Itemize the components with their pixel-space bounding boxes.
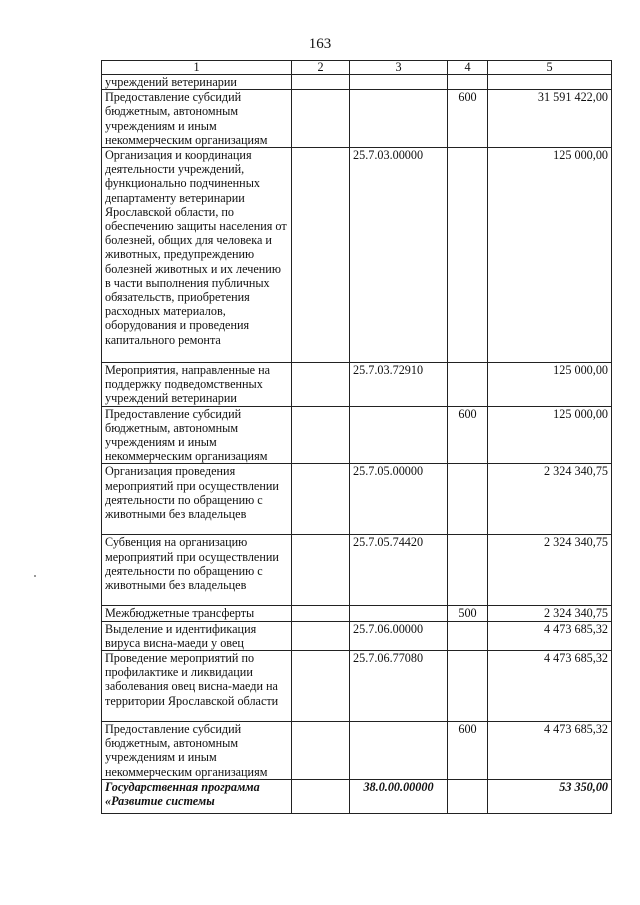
header-row (102, 61, 612, 75)
table-row (102, 651, 612, 722)
table-row (102, 75, 612, 90)
row-col2-cell (292, 535, 350, 606)
row-amount-cell: 125 000,00 (488, 406, 612, 464)
header-col-2: 2 (292, 61, 350, 75)
row-name-cell: Предоставление субсидий бюджетным, автономным учреждениям и иным некоммерческим организациям (102, 90, 292, 148)
row-group-cell (448, 148, 488, 363)
header-col-5: 5 (488, 61, 612, 75)
row-name-cell: Субвенция на организацию мероприятий при осуществлении деятельности по обращению с животными без владельцев (102, 535, 292, 606)
row-amount-cell: 4 473 685,32 (488, 722, 612, 780)
row-code-cell (350, 406, 448, 464)
header-col-3: 3 (350, 61, 448, 75)
row-name-cell: Предоставление субсидий бюджетным, автономным учреждениям и иным некоммерческим организациям (102, 722, 292, 780)
row-col2-cell (292, 90, 350, 148)
table-row (102, 621, 612, 650)
row-group-cell: 600 (448, 406, 488, 464)
table-row (102, 148, 612, 363)
row-group-cell (448, 651, 488, 722)
table-row (102, 406, 612, 464)
row-code-cell: 25.7.06.00000 (350, 621, 448, 650)
row-group-cell (448, 535, 488, 606)
row-code-cell: 25.7.06.77080 (350, 651, 448, 722)
header-col-4: 4 (448, 61, 488, 75)
row-name-cell: Государственная программа «Развитие системы (102, 779, 292, 813)
row-name-cell: Выделение и идентификация вируса висна-маеди у овец (102, 621, 292, 650)
page-number: 163 (308, 36, 332, 52)
row-amount-cell: 2 324 340,75 (488, 606, 612, 621)
row-col2-cell (292, 779, 350, 813)
row-col2-cell (292, 406, 350, 464)
row-amount-cell: 53 350,00 (488, 779, 612, 813)
row-name-cell: Проведение мероприятий по профилактике и ликвидации заболевания овец висна-маеди на территории Ярославской области (102, 651, 292, 722)
row-name-cell: Межбюджетные трансферты (102, 606, 292, 621)
row-name-cell: учреждений ветеринарии (102, 75, 292, 90)
row-amount-cell: 125 000,00 (488, 363, 612, 407)
row-code-cell: 38.0.00.00000 (350, 779, 448, 813)
table-row (102, 722, 612, 780)
row-code-cell (350, 75, 448, 90)
row-col2-cell (292, 148, 350, 363)
row-group-cell (448, 779, 488, 813)
table-row (102, 90, 612, 148)
row-amount-cell: 125 000,00 (488, 148, 612, 363)
row-group-cell (448, 621, 488, 650)
header-col-1: 1 (102, 61, 292, 75)
row-name-cell: Мероприятия, направленные на поддержку подведомственных учреждений ветеринарии (102, 363, 292, 407)
row-code-cell: 25.7.03.00000 (350, 148, 448, 363)
table-row (102, 779, 612, 813)
row-amount-cell: 2 324 340,75 (488, 464, 612, 535)
row-name-cell: Организация проведения мероприятий при осуществлении деятельности по обращению с животными без владельцев (102, 464, 292, 535)
row-amount-cell: 31 591 422,00 (488, 90, 612, 148)
row-col2-cell (292, 621, 350, 650)
row-group-cell (448, 363, 488, 407)
row-col2-cell (292, 464, 350, 535)
table-row (102, 363, 612, 407)
row-name-cell: Предоставление субсидий бюджетным, автономным учреждениям и иным некоммерческим организациям (102, 406, 292, 464)
row-amount-cell: 4 473 685,32 (488, 651, 612, 722)
row-col2-cell (292, 606, 350, 621)
row-code-cell (350, 90, 448, 148)
row-col2-cell (292, 363, 350, 407)
row-group-cell: 500 (448, 606, 488, 621)
table-row (102, 535, 612, 606)
row-group-cell: 600 (448, 90, 488, 148)
table-row (102, 464, 612, 535)
row-col2-cell (292, 722, 350, 780)
row-amount-cell (488, 75, 612, 90)
budget-table (101, 60, 612, 814)
row-code-cell: 25.7.03.72910 (350, 363, 448, 407)
row-code-cell: 25.7.05.00000 (350, 464, 448, 535)
row-code-cell (350, 722, 448, 780)
row-group-cell: 600 (448, 722, 488, 780)
row-group-cell (448, 464, 488, 535)
row-name-cell: Организация и координация деятельности учреждений, функционально подчиненных департаменту ветеринарии Ярославской области, по обеспечению защиты населения от болезней, общих для человека и животных, предупреждению болезней животных и их лечению в части выполнения публичных обязательств, приобретения расходных материалов, оборудования и проведения капитального ремонта (102, 148, 292, 363)
row-amount-cell: 2 324 340,75 (488, 535, 612, 606)
row-amount-cell: 4 473 685,32 (488, 621, 612, 650)
row-col2-cell (292, 75, 350, 90)
row-col2-cell (292, 651, 350, 722)
row-code-cell (350, 606, 448, 621)
table-row (102, 606, 612, 621)
scan-speck (34, 575, 36, 577)
row-group-cell (448, 75, 488, 90)
row-code-cell: 25.7.05.74420 (350, 535, 448, 606)
